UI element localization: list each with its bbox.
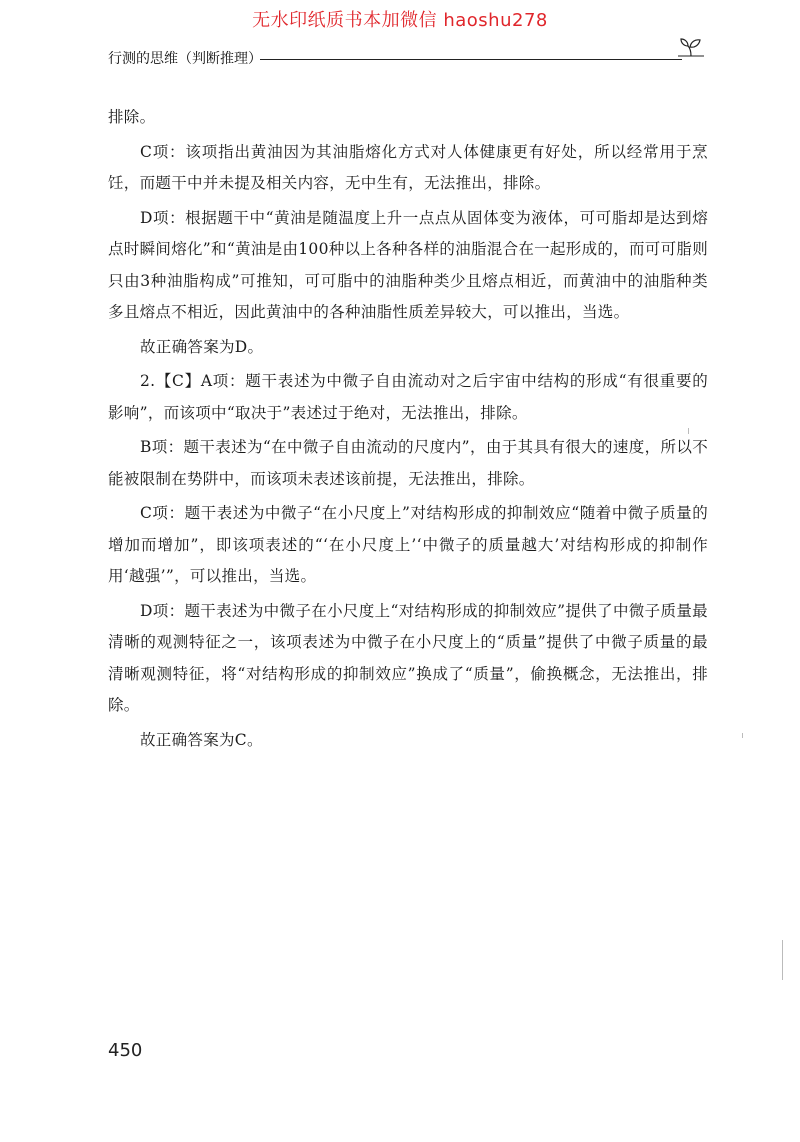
watermark-text: 无水印纸质书本加微信 haoshu278 (252, 10, 548, 31)
paragraph: 排除。 (108, 108, 156, 126)
paragraph: C项：题干表述为中微子“在小尺度上”对结构形成的抑制效应“随着中微子质量的增加而增加”，即该项表述的“‘在小尺度上’‘中微子的质量越大’对结构形成的抑制作用‘越强’”，可以推出，当选。 (108, 504, 708, 585)
paragraph: B项：题干表述为“在中微子自由流动的尺度内”，由于其具有很大的速度，所以不能被限制在势阱中，而该项未表述该前提，无法推出，排除。 (108, 438, 708, 488)
paragraph: D项：根据题干中“黄油是随温度上升一点点从固体变为液体，可可脂却是达到熔点时瞬间熔化”和“黄油是由100种以上各种各样的油脂混合在一起形成的，而可可脂则只由3种油脂构成”可推知，可可脂中的油脂种类少且熔点相近，而黄油中的油脂种类多且熔点不相近，因此黄油中的各种油脂性质差异较大，可以推出，当选。 (108, 208, 708, 321)
sprout-icon (678, 34, 704, 60)
running-header (108, 46, 704, 70)
paragraph: D项：题干表述为中微子在小尺度上“对结构形成的抑制效应”提供了中微子质量最清晰的观测特征之一，该项表述为中微子在小尺度上的“质量”提供了中微子质量的最清晰观测特征，将“对结构形成的抑制效应”换成了“质量”，偷换概念，无法推出，排除。 (108, 601, 708, 714)
scan-artifact (688, 428, 689, 434)
paragraph: C项：该项指出黄油因为其油脂熔化方式对人体健康更有好处，所以经常用于烹饪，而题干中并未提及相关内容，无中生有，无法推出，排除。 (108, 142, 708, 192)
book-title: 行测的思维（判断推理） (108, 51, 262, 67)
page-number: 450 (108, 1040, 143, 1061)
paragraph: 故正确答案为C。 (140, 730, 263, 749)
paragraph: 2.【C】A项：题干表述为中微子自由流动对之后宇宙中结构的形成“有很重要的影响”，而该项中“取决于”表述过于绝对，无法推出，排除。 (108, 372, 708, 422)
header-rule (260, 59, 682, 60)
page-body (108, 102, 708, 759)
scan-artifact (742, 733, 743, 738)
paragraph: 故正确答案为D。 (140, 337, 264, 356)
scan-artifact (782, 940, 783, 980)
